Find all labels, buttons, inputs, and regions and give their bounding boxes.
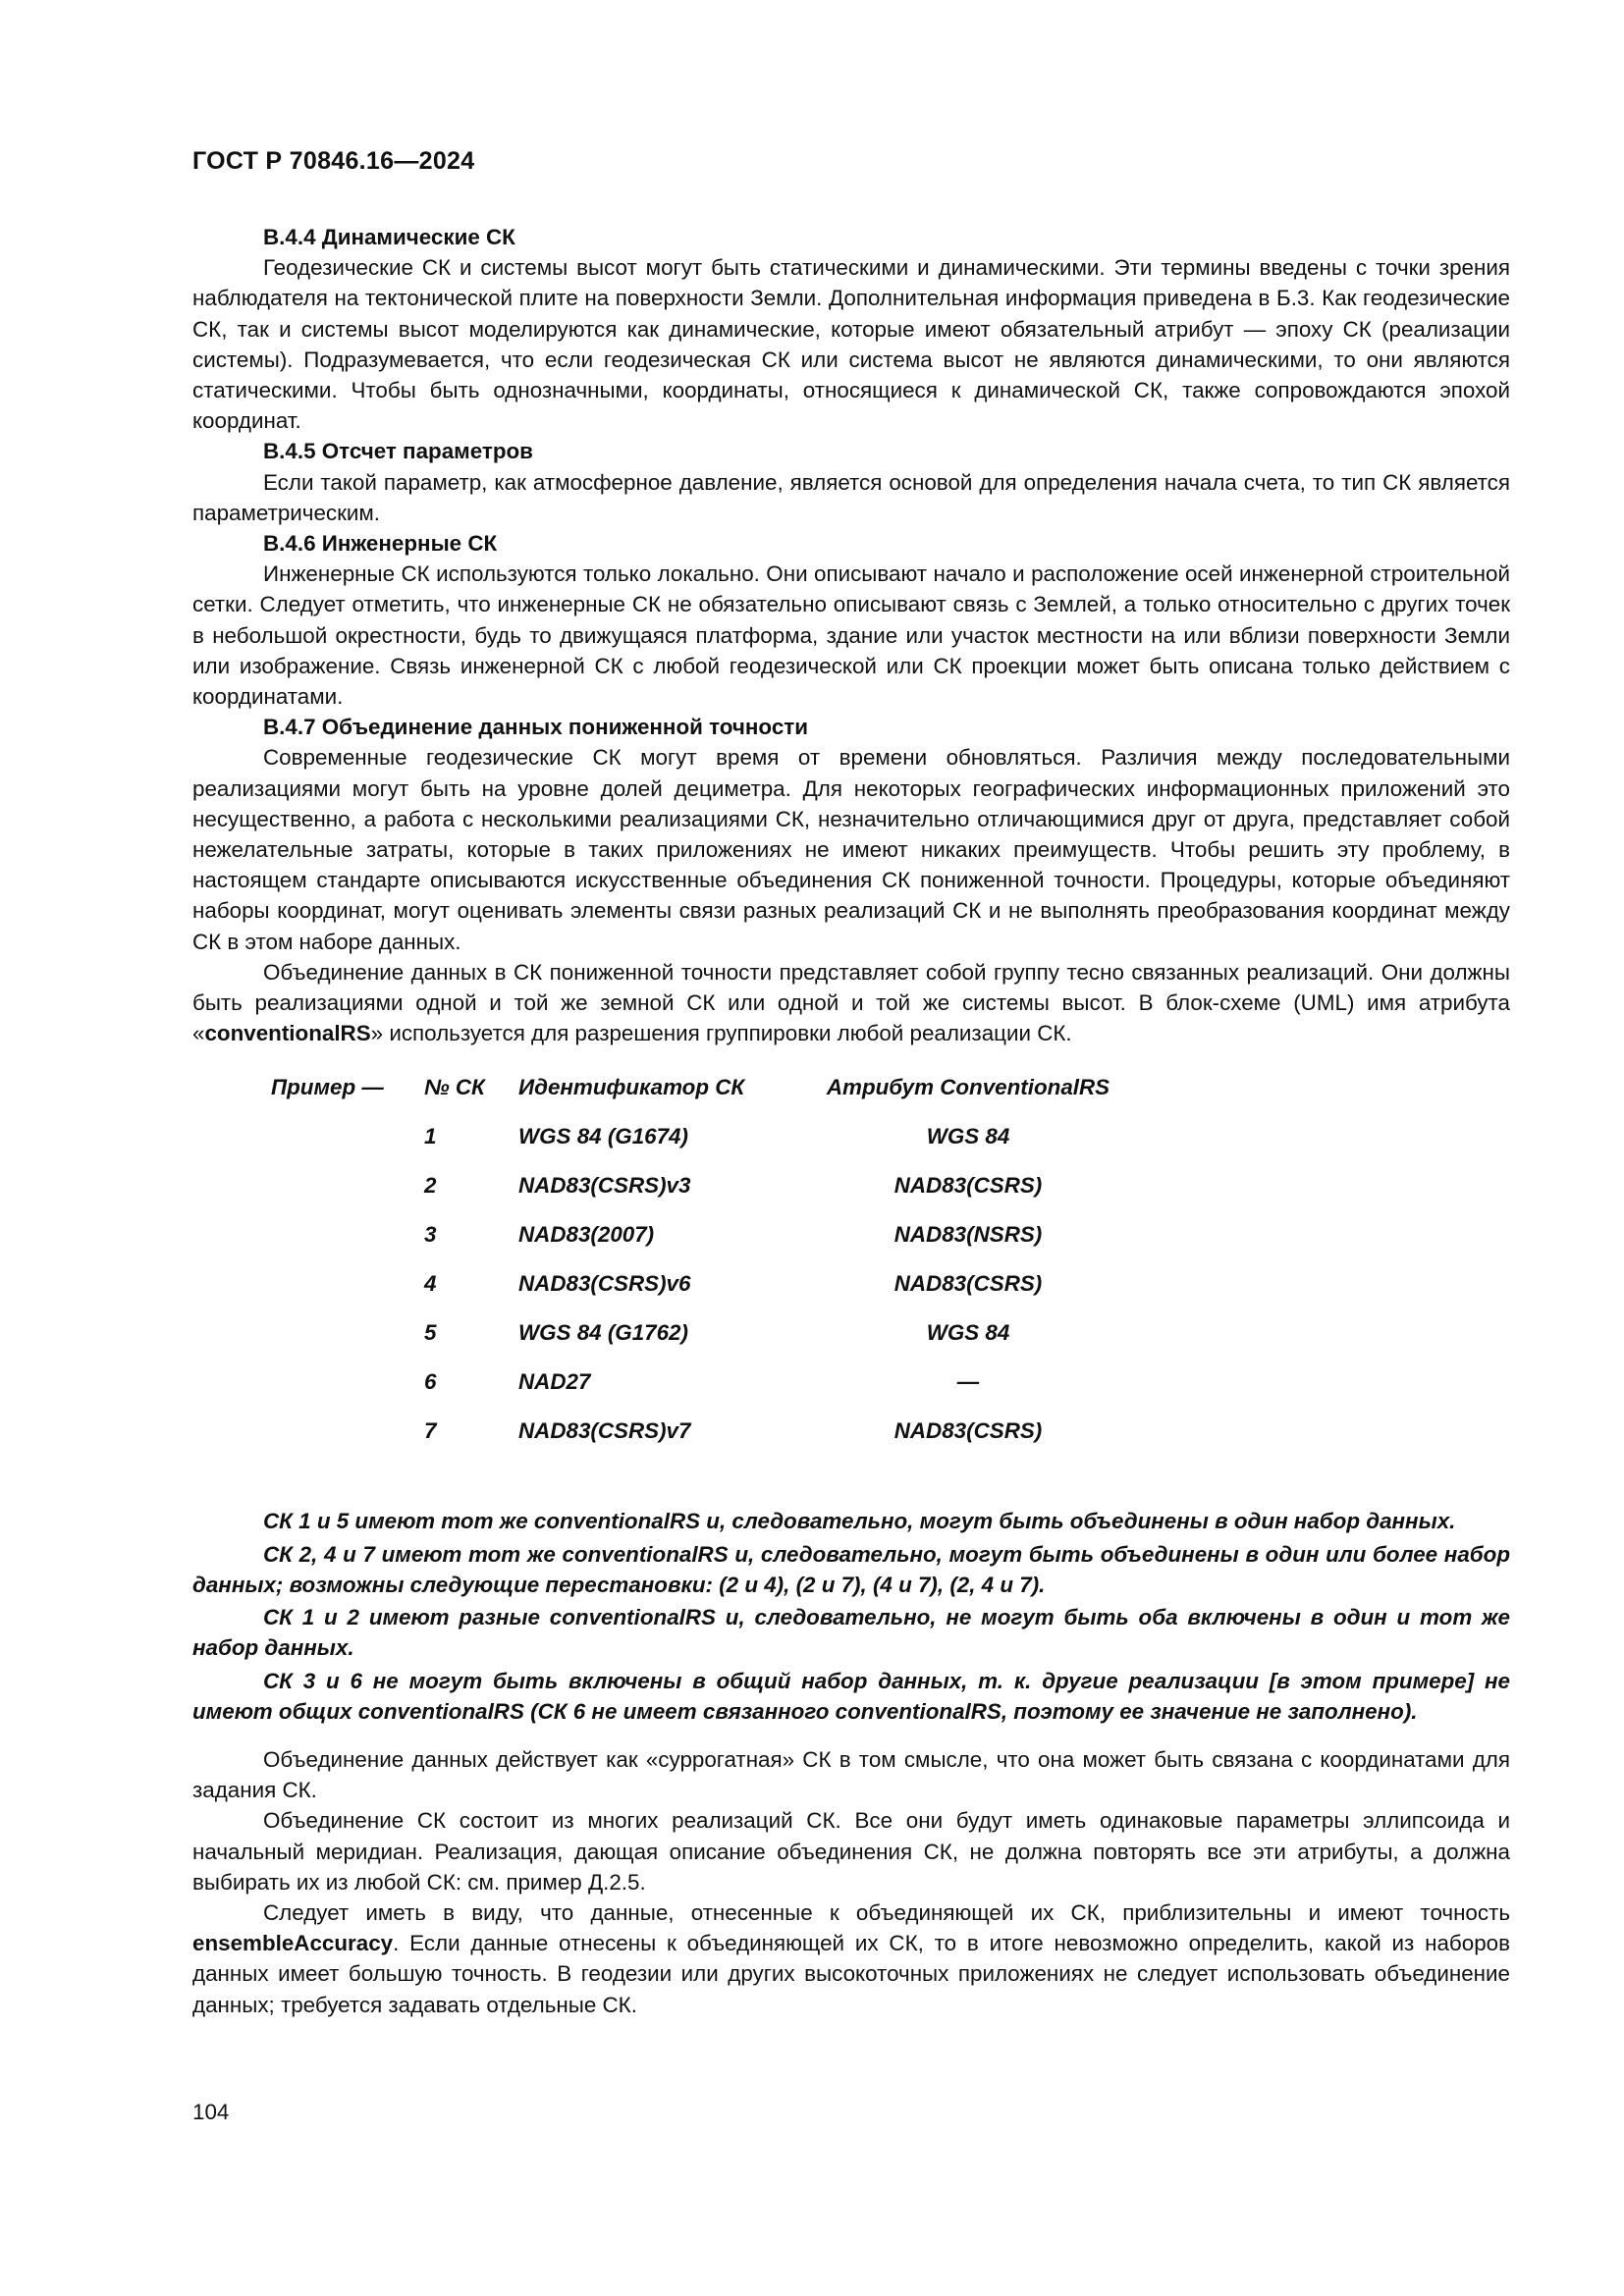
page-number: 104: [192, 2100, 230, 2124]
example-label: Пример —: [271, 1075, 384, 1100]
paragraph: Объединение СК состоит из многих реализаций СК. Все они будут иметь одинаковые параметры эллипсоида и начальный меридиан. Реализация, дающая описание объединения СК, не должна повторять все эти атрибуты, а должна выбирать их из любой СК: см. пример Д.2.5.: [192, 1808, 1510, 1895]
cell-no: 3: [424, 1222, 437, 1248]
cell-attr: —: [956, 1369, 980, 1395]
paragraph-accuracy: [192, 1897, 1510, 2020]
section-heading: В.4.4 Динамические СК: [263, 225, 515, 249]
paragraph: Инженерные СК используются только локально. Они описывают начало и расположение осей инженерной строительной сетки. Следует отметить, что инженерные СК не обязательно описывают связь с Землей, а только относительно с других точек в небольшой окрестности, будь то движущаяся платформа, здание или участок местности на или вблизи поверхности Земли или изображение. Связь инженерной СК с любой геодезической или СК проекции может быть описана только действием с координатами.: [192, 561, 1510, 710]
cell-id: NAD83(CSRS)v7: [518, 1418, 691, 1444]
cell-id: NAD83(CSRS)v3: [518, 1173, 691, 1199]
header-attr: Атрибут ConventionalRS: [826, 1075, 1110, 1100]
spacer: [192, 1729, 1510, 1744]
text-run: . Если данные отнесены к объединяющей их СК, то в итоге невозможно определить, какой из наборов данных имеет большую точность. В геодезии или других высокоточных приложениях не следует использовать объединение данных; требуется задавать отдельные СК.: [192, 1931, 1510, 2017]
document-header: ГОСТ Р 70846.16—2024: [192, 147, 475, 175]
example-note: СК 1 и 2 имеют разные conventionalRS и, следовательно, не могут быть оба включены в один и тот же набор данных.: [192, 1605, 1510, 1661]
cell-no: 6: [424, 1369, 437, 1395]
table-row: [192, 1268, 1510, 1300]
table-row: [192, 1121, 1510, 1152]
term-conventionalrs: conventionalRS: [204, 1021, 371, 1046]
term-ensembleaccuracy: ensembleAccuracy: [192, 1931, 394, 1956]
section-heading: В.4.6 Инженерные СК: [263, 531, 498, 557]
cell-id: NAD83(CSRS)v6: [518, 1271, 691, 1297]
cell-no: 5: [424, 1320, 437, 1346]
cell-attr: NAD83(NSRS): [893, 1222, 1043, 1248]
cell-attr: NAD83(CSRS): [893, 1418, 1043, 1444]
table-row: [192, 1415, 1510, 1447]
text-run: Следует иметь в виду, что данные, отнесенные к объединяющей их СК, приблизительны и имеют точность: [263, 1899, 1510, 1925]
cell-id: NAD83(2007): [518, 1222, 655, 1248]
cell-attr: NAD83(CSRS): [893, 1173, 1043, 1199]
cell-attr: WGS 84: [926, 1320, 1010, 1346]
cell-no: 4: [424, 1271, 437, 1297]
paragraph: Если такой параметр, как атмосферное давление, является основой для определения начала счета, то тип СК является параметрическим.: [192, 469, 1510, 525]
table-row: [192, 1170, 1510, 1201]
header-id: Идентификатор СК: [518, 1075, 745, 1100]
cell-id: NAD27: [518, 1369, 591, 1395]
cell-no: 2: [424, 1173, 437, 1199]
cell-attr: NAD83(CSRS): [893, 1271, 1043, 1297]
paragraph: Современные геодезические СК могут время от времени обновляться. Различия между последовательными реализациями могут быть на уровне долей дециметра. Для некоторых географических информационных приложений это несущественно, а работа с несколькими реализациями СК, незначительно отличающимися друг от друга, представляет собой нежелательные затраты, которые в таких приложениях не имеют никаких преимуществ. Чтобы решить эту проблему, в настоящем стандарте описываются искусственные объединения СК пониженной точности. Процедуры, которые объединяют наборы координат, могут оценивать элементы связи разных реализаций СК и не выполнять преобразования координат между СК в этом наборе данных.: [192, 745, 1510, 954]
table-row: [192, 1219, 1510, 1251]
paragraph: Объединение данных действует как «суррогатная» СК в том смысле, что она может быть связана с координатами для задания СК.: [192, 1746, 1510, 1803]
cell-attr: WGS 84: [926, 1124, 1010, 1149]
cell-no: 1: [424, 1124, 437, 1149]
text-run: Объединение данных в СК пониженной точности представляет собой группу тесно связанных реализаций. Они должны быть реализациями одной и той же земной СК или одной и той же системы высот. В блок-схеме (UML) имя атрибута «: [192, 959, 1510, 1046]
header-no: № СК: [424, 1075, 485, 1100]
paragraph: Геодезические СК и системы высот могут быть статическими и динамическими. Эти термины введены с точки зрения наблюдателя на тектонической плите на поверхности Земли. Дополнительная информация приведена в Б.3. Как геодезические СК, так и системы высот моделируются как динамические, которые имеют обязательный атрибут — эпоху СК (реализации системы). Подразумевается, что если геодезическая СК или система высот не являются динамическими, то они являются статическими. Чтобы быть однозначными, координаты, относящиеся к динамической СК, также сопровождаются эпохой координат.: [192, 255, 1510, 434]
cell-id: WGS 84 (G1762): [518, 1320, 688, 1346]
cell-id: WGS 84 (G1674): [518, 1124, 688, 1149]
paragraph-ensemble: [192, 957, 1510, 1049]
document-body: [192, 222, 1510, 2020]
example-note: СК 3 и 6 не могут быть включены в общий набор данных, т. к. другие реализации [в этом примере] не имеют общих conventionalRS (СК 6 не имеет связанного conventionalRS, поэтому ее значение не заполнено).: [192, 1668, 1510, 1724]
example-note: СК 1 и 5 имеют тот же conventionalRS и, следовательно, могут быть объединены в один набор данных.: [263, 1509, 1456, 1534]
table-row: [192, 1366, 1510, 1398]
table-header-row: [192, 1072, 1510, 1103]
section-heading: В.4.7 Объединение данных пониженной точности: [263, 715, 808, 740]
section-heading: В.4.5 Отсчет параметров: [263, 439, 533, 464]
table-row: [192, 1317, 1510, 1349]
cell-no: 7: [424, 1418, 437, 1444]
text-run: » используется для разрешения группировки любой реализации СК.: [370, 1021, 1072, 1046]
example-table: [192, 1072, 1510, 1484]
example-note: СК 2, 4 и 7 имеют тот же conventionalRS и, следовательно, могут быть объединены в один или более набор данных; возможны следующие перестановки: (2 и 4), (2 и 7), (4 и 7), (2, 4 и 7).: [192, 1541, 1510, 1597]
